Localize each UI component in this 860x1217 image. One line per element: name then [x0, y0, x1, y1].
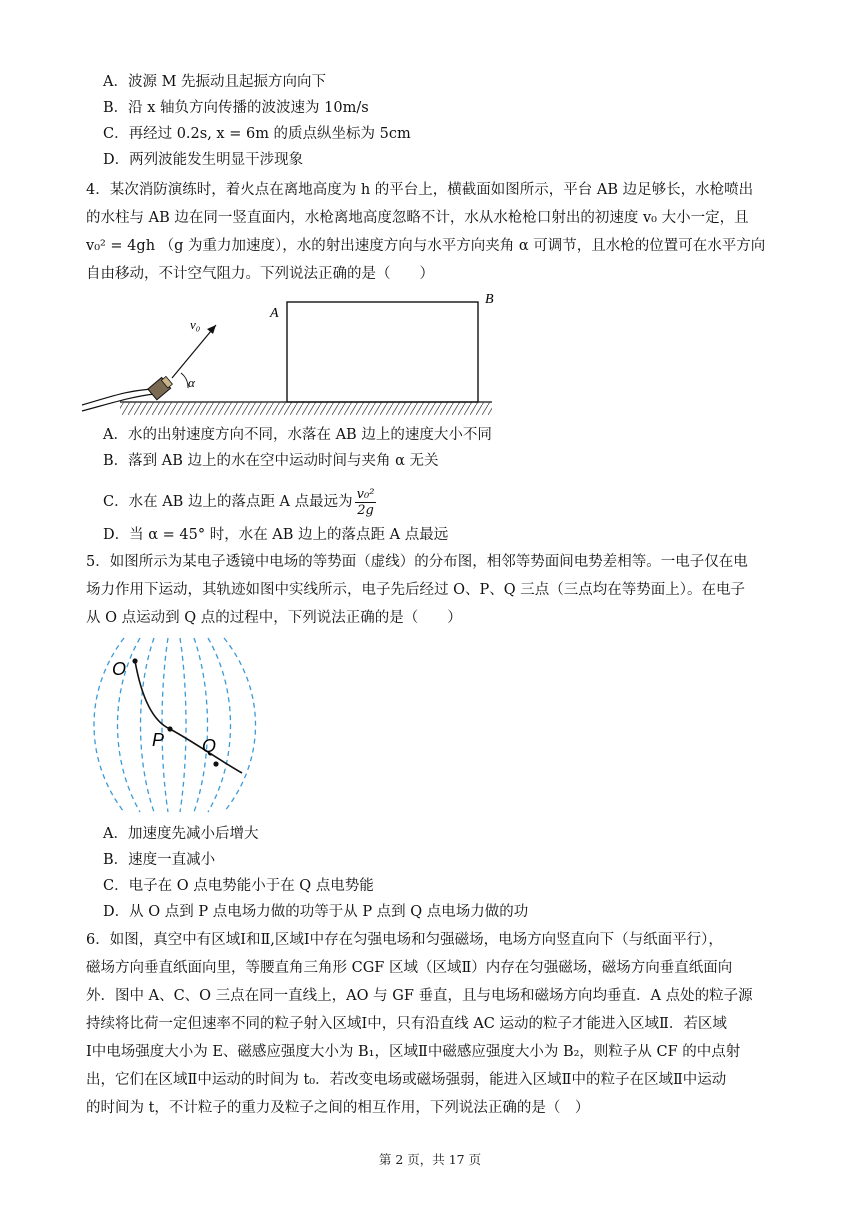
q3-option-d: D．两列波能发生明显干涉现象 — [103, 152, 304, 168]
electron-trajectory — [135, 661, 242, 773]
q6-stem-line4: 持续将比荷一定但速率不同的粒子射入区域Ⅰ中，只有沿直线 AC 运动的粒子才能进入区域Ⅱ．若区域 — [86, 1016, 727, 1032]
label-p: P — [152, 730, 165, 750]
q6-stem-line1: 6．如图，真空中有区域Ⅰ和Ⅱ,区域Ⅰ中存在匀强电场和匀强磁场，电场方向竖直向下（与纸面平行）， — [86, 932, 723, 948]
angle-arc — [181, 373, 188, 388]
label-a: A — [270, 306, 279, 321]
q5-figure — [84, 630, 274, 820]
q6-stem-line2: 磁场方向垂直纸面向里，等腰直角三角形 CGF 区域（区域Ⅱ）内存在匀强磁场，磁场方向垂直纸面向 — [86, 960, 733, 976]
q6-stem-line5: Ⅰ中电场强度大小为 E、磁感应强度大小为 B₁，区域Ⅱ中磁感应强度大小为 B₂，则粒子从 CF 的中点射 — [86, 1044, 741, 1060]
q4-option-c-fraction — [355, 487, 377, 518]
point-p — [167, 726, 172, 731]
q3-option-b: B．沿 x 轴负方向传播的波波速为 10m/s — [103, 100, 369, 116]
ground-hatching — [120, 402, 492, 415]
q5-stem-line3: 从 O 点运动到 Q 点的过程中，下列说法正确的是（ ） — [86, 610, 462, 626]
point-o — [132, 658, 137, 663]
q5-option-b: B．速度一直减小 — [103, 852, 216, 868]
q5-option-d: D．从 O 点到 P 点电场力做的功等于从 P 点到 Q 点电场力做的功 — [103, 904, 529, 920]
q4-option-d: D．当 α = 45° 时，水在 AB 边上的落点距 A 点最远 — [103, 527, 449, 543]
label-b: B — [485, 292, 494, 307]
platform — [287, 302, 478, 402]
equipotential-6 — [194, 638, 208, 812]
q4-stem-line3: v₀² = 4gh （g 为重力加速度），水的射出速度方向与水平方向夹角 α 可调节，且水枪的位置可在水平方向 — [86, 238, 766, 254]
q4-option-c — [103, 484, 376, 520]
q5-option-a: A．加速度先减小后增大 — [103, 826, 259, 842]
label-q: Q — [202, 736, 217, 756]
equipotential-8 — [224, 638, 256, 812]
water-gun — [148, 375, 174, 400]
point-q — [213, 761, 218, 766]
label-v0: v₀ — [190, 317, 201, 332]
q4-stem-line4: 自由移动，不计空气阻力。下列说法正确的是（ ） — [86, 266, 434, 282]
label-alpha: α — [188, 375, 195, 390]
q4-option-c-text: C．水在 AB 边上的落点距 A 点最远为 — [103, 494, 353, 510]
velocity-arrow — [172, 325, 216, 378]
label-o: O — [112, 659, 127, 679]
equipotential-5 — [180, 638, 186, 812]
velocity-arrowhead — [207, 325, 216, 334]
q3-option-c: C．再经过 0.2s, x = 6m 的质点纵坐标为 5cm — [103, 126, 411, 142]
q6-stem-line7: 的时间为 t，不计粒子的重力及粒子之间的相互作用，下列说法正确的是（ ） — [86, 1100, 590, 1116]
fraction-numerator: v₀² — [356, 486, 375, 502]
q3-option-a: A．波源 M 先振动且起振方向向下 — [103, 74, 327, 90]
q6-stem-line3: 外．图中 A、C、O 三点在同一直线上，AO 与 GF 垂直，且与电场和磁场方向均垂直．A 点处的粒子源 — [86, 988, 753, 1004]
q4-stem-line2: 的水柱与 AB 边在同一竖直面内，水枪离地高度忽略不计，水从水枪枪口射出的初速度 v₀ 大小一定，且 — [86, 210, 749, 226]
q5-stem-line1: 5．如图所示为某电子透镜中电场的等势面（虚线）的分布图，相邻等势面间电势差相等。一电子仅在电 — [86, 554, 748, 570]
q6-stem-line6: 出，它们在区域Ⅱ中运动的时间为 t₀．若改变电场或磁场强弱，能进入区域Ⅱ中的粒子在区域Ⅱ中运动 — [86, 1072, 727, 1088]
q4-option-b: B．落到 AB 边上的水在空中运动时间与夹角 α 无关 — [103, 453, 439, 469]
equipotential-3 — [141, 638, 155, 812]
q5-option-c: C．电子在 O 点电势能小于在 Q 点电势能 — [103, 878, 374, 894]
q4-option-a: A．水的出射速度方向不同，水落在 AB 边上的速度大小不同 — [103, 427, 492, 443]
q5-stem-line2: 场力作用下运动，其轨迹如图中实线所示，电子先后经过 O、P、Q 三点（三点均在等势面上）。在电子 — [86, 582, 745, 598]
equipotential-7 — [208, 638, 231, 812]
q4-figure — [80, 285, 500, 420]
fraction-denominator: 2g — [357, 502, 374, 518]
page-footer: 第 2 页，共 17 页 — [378, 1152, 482, 1167]
q4-stem-line1: 4．某次消防演练时，着火点在离地高度为 h 的平台上，横截面如图所示，平台 AB 边足够长，水枪喷出 — [86, 182, 754, 198]
